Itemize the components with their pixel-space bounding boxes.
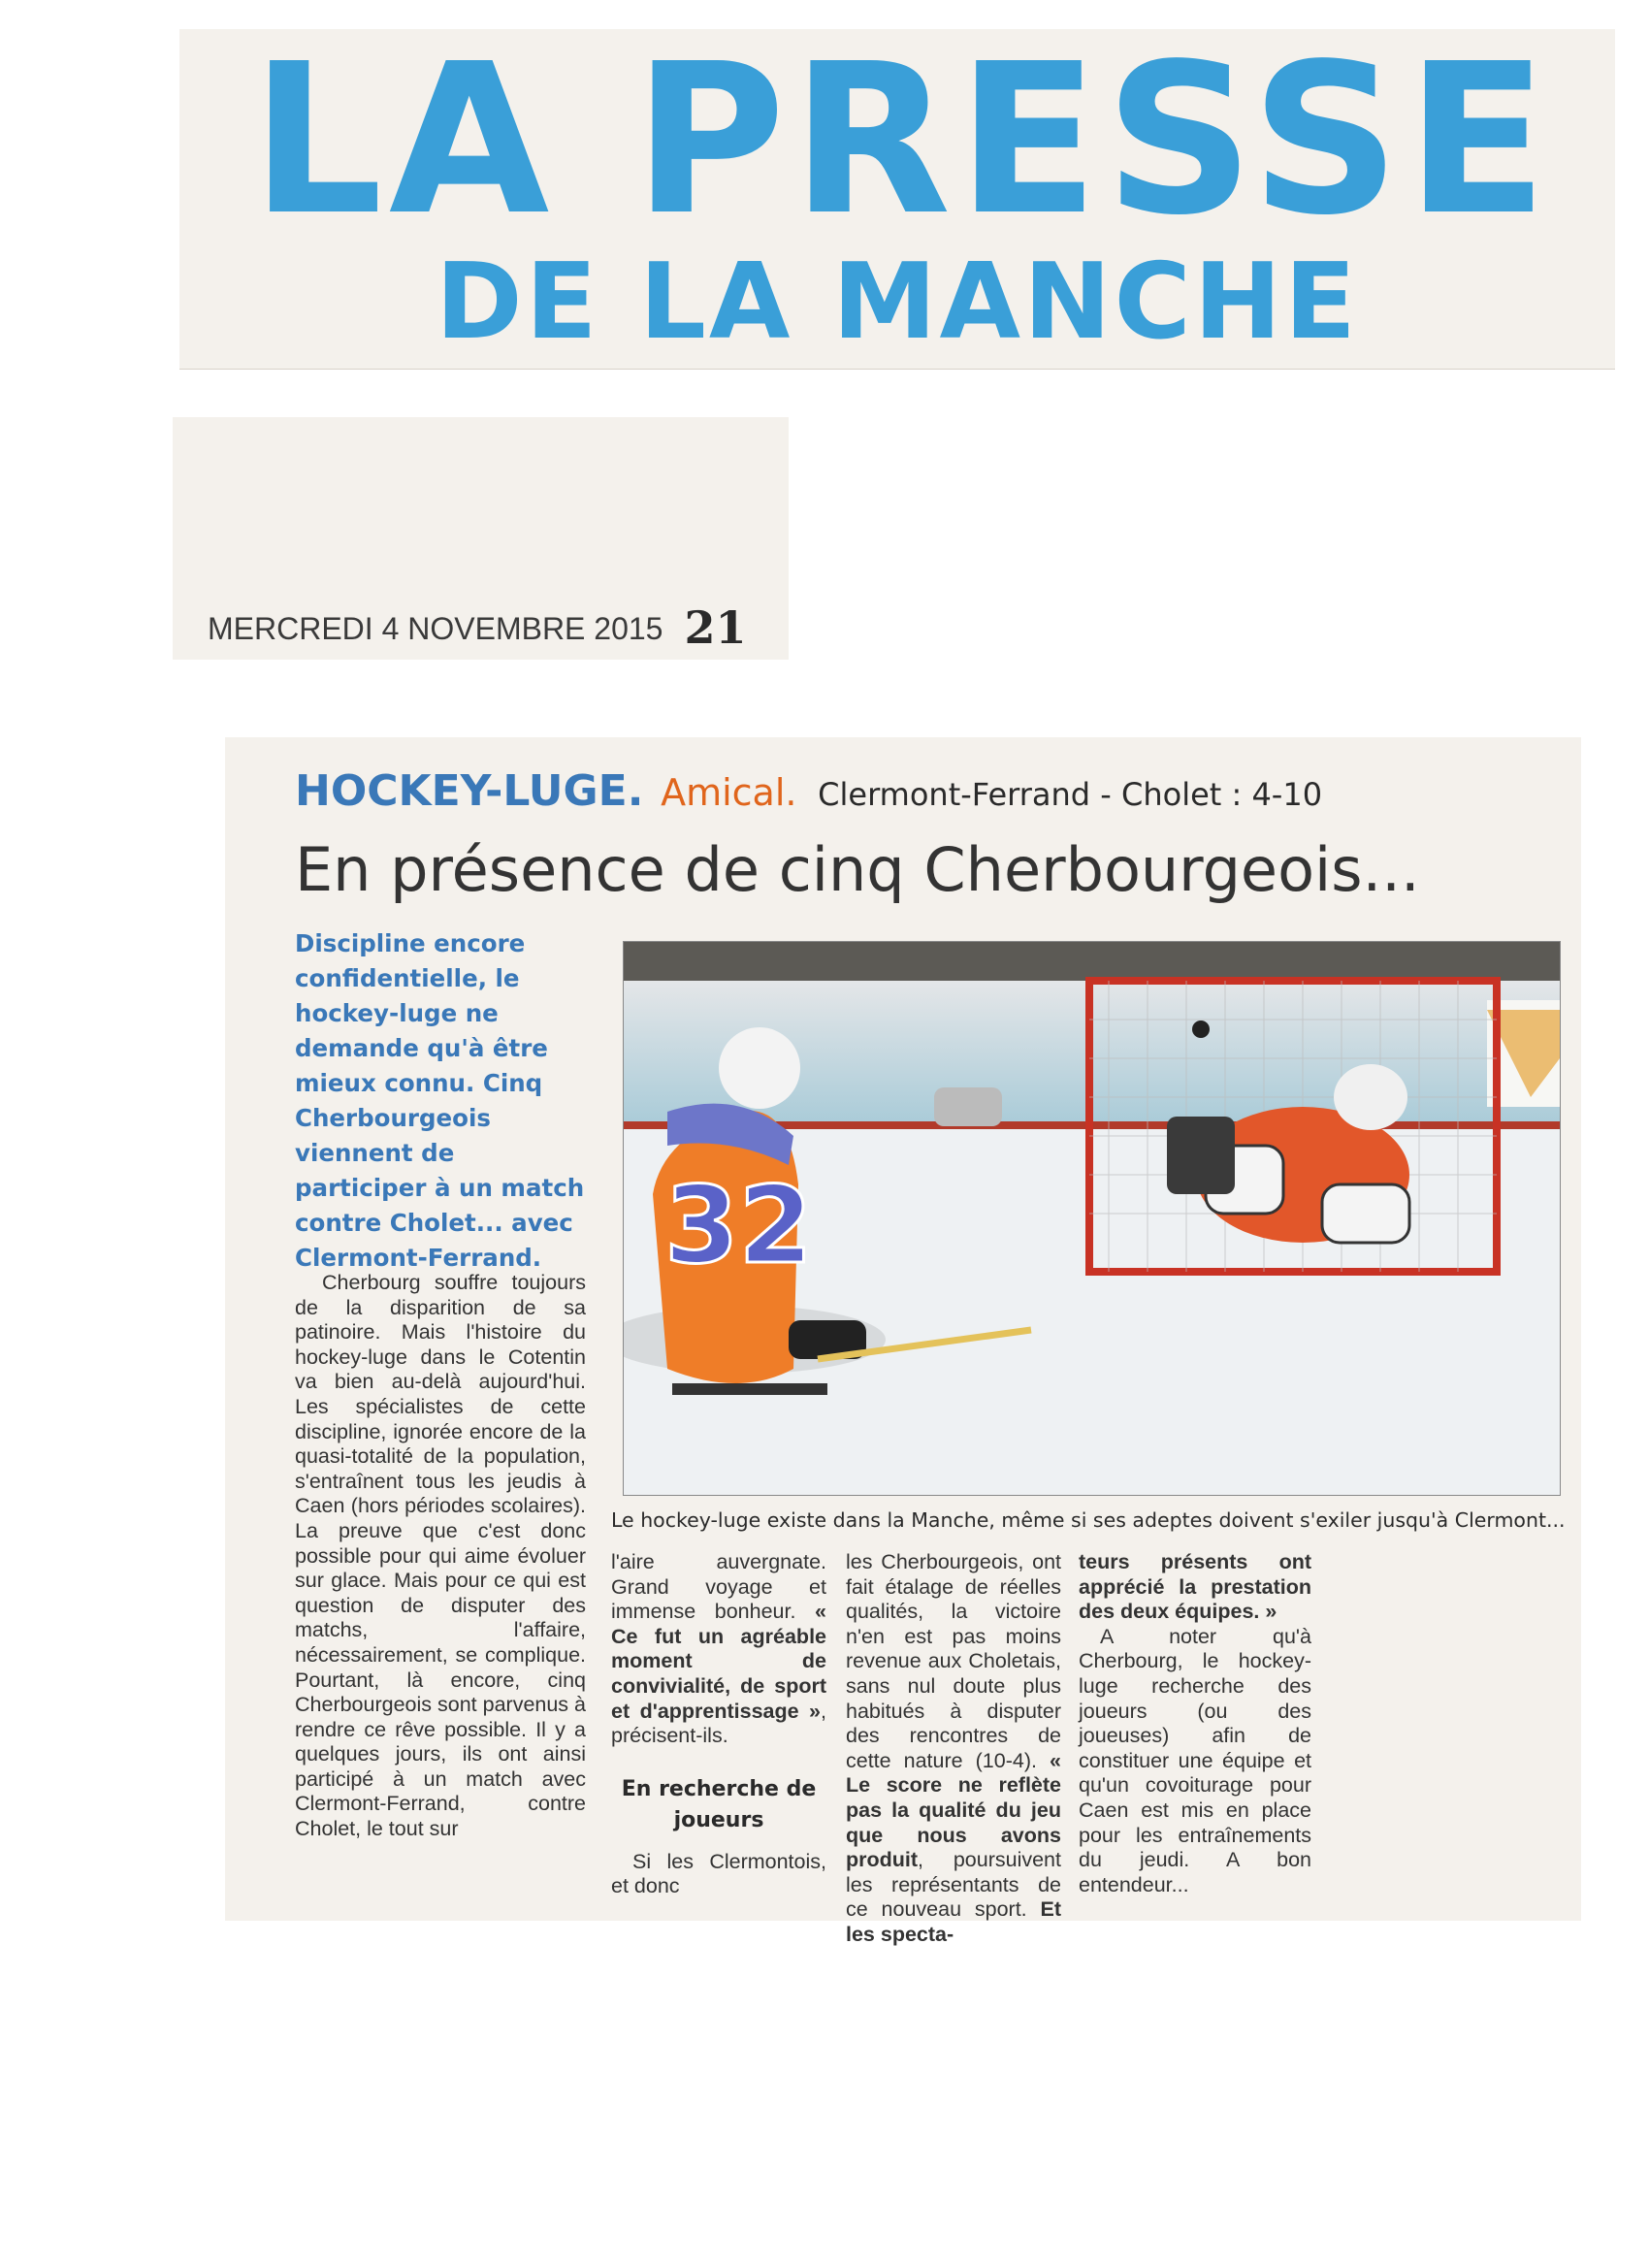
- page-number: 21: [684, 601, 747, 654]
- body-quote: Et les specta-: [846, 1897, 1061, 1946]
- article-column-2: [611, 1550, 826, 1899]
- article-chapo: Discipline encore confidentielle, le hockey-luge ne demande qu'à être mieux connu. Cinq Cherbourgeois viennent de participer à un match contre Cholet... avec Clermont-Ferrand.: [295, 929, 585, 1272]
- kicker-sport: HOCKEY-LUGE.: [295, 766, 644, 816]
- body-paragraph: Si les Clermontois, et donc: [611, 1849, 826, 1898]
- body-quote: « Ce fut un agréable moment de convivialité, de sport et d'apprentissage »: [611, 1600, 826, 1723]
- article-photo: [623, 941, 1561, 1496]
- photo-caption: Le hockey-luge existe dans la Manche, même si ses adeptes doivent s'exiler jusqu'à Clermont...: [611, 1508, 1566, 1532]
- article-headline: En présence de cinq Cherbourgeois...: [295, 834, 1420, 905]
- hockey-photo-illustration: [624, 942, 1560, 1495]
- body-paragraph: A noter qu'à Cherbourg, le hockey-luge recherche des joueurs (ou des joueuses) afin de constituer une équipe et qu'un covoiturage pour Caen est mis en place pour les entraînements du jeudi. A bon entendeur...: [1079, 1624, 1311, 1896]
- article-kicker: [295, 766, 1322, 816]
- body-quote: « Le score ne reflète pas la qualité du jeu que nous avons produit: [846, 1748, 1061, 1872]
- article-clipping: [225, 737, 1581, 1946]
- body-quote: teurs présents ont apprécié la prestation des deux équipes. »: [1079, 1550, 1311, 1624]
- body-paragraph: [846, 1550, 1061, 1948]
- masthead-clipping: [179, 19, 1615, 370]
- article-column-1: [295, 1271, 586, 1842]
- masthead-title: LA PRESSE: [250, 19, 1554, 261]
- kicker-type: Amical.: [661, 771, 797, 814]
- date-clipping: [173, 417, 789, 660]
- puck: [1192, 1021, 1210, 1038]
- article-column-4: [1079, 1550, 1311, 1897]
- body-text: l'aire auvergnate. Grand voyage et immense bonheur.: [611, 1550, 826, 1624]
- article-subhead: En recherche de joueurs: [621, 1776, 817, 1832]
- dateline: [208, 601, 746, 654]
- body-paragraph: Cherbourg souffre toujours de la disparition de sa patinoire. Mais l'histoire du hockey-luge dans le Cotentin va bien au-delà aujourd'hui. Les spécialistes de cette discipline, ignorée encore de la quasi-totalité de la population, s'entraînent tous les jeudis à Caen (hors périodes scolaires). La preuve que c'est donc possible pour qui aime évoluer sur glace. Mais pour ce qui est question de disputer des matchs, l'affaire, nécessairement, se complique. Pourtant, là encore, cinq Cherbourgeois sont parvenus à rendre ce rêve possible. Il y a quelques jours, ils ont ainsi participé à un match avec Clermont-Ferrand, contre Cholet, le tout sur: [295, 1271, 586, 1841]
- masthead-subtitle: DE LA MANCHE: [436, 242, 1359, 363]
- body-text: , poursuivent les représentants de ce nouveau sport.: [846, 1848, 1061, 1922]
- article-column-3: [846, 1550, 1061, 1948]
- body-text: , précisent-ils.: [611, 1699, 826, 1748]
- jersey-number: 32: [664, 1163, 814, 1287]
- body-paragraph: [611, 1550, 826, 1749]
- publication-date: MERCREDI 4 NOVEMBRE 2015: [208, 611, 663, 646]
- body-text: les Cherbourgeois, ont fait étalage de réelles qualités, la victoire n'en est pas moins revenue aux Choletais, sans nul doute plus habitués à disputer des rencontres de cette nature (10-4).: [846, 1550, 1061, 1772]
- kicker-match: Clermont-Ferrand - Cholet : 4-10: [818, 776, 1323, 813]
